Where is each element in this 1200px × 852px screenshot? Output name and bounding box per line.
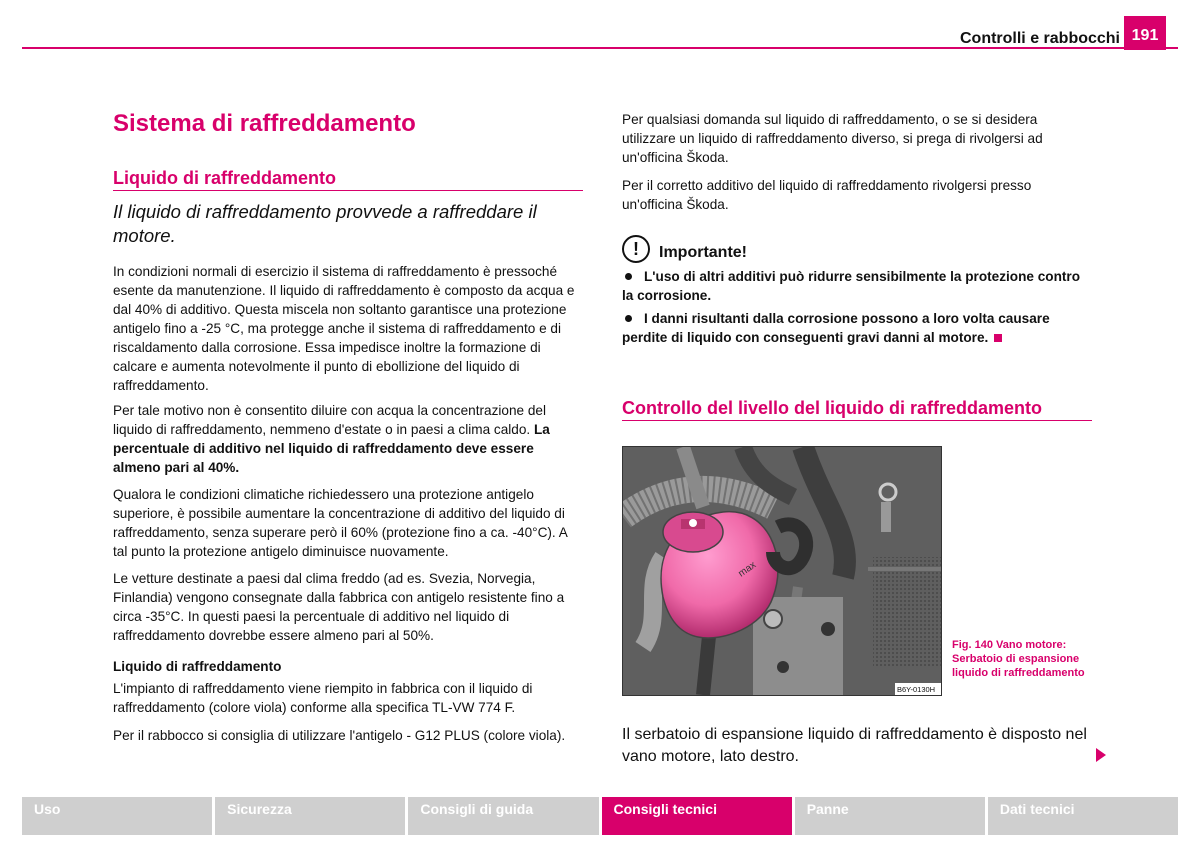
subheading: Controllo del livello del liquido di raffreddamento <box>622 398 1043 418</box>
warning-item <box>622 267 1092 305</box>
paragraph: Per il corretto additivo del liquido di raffreddamento rivolgersi presso un'officina Škoda. <box>622 178 1032 212</box>
paragraph: Per il rabbocco si consiglia di utilizzare l'antigelo - G12 PLUS (colore viola). <box>113 728 566 743</box>
tab-panne[interactable]: Panne <box>795 797 985 835</box>
subheading-rule <box>113 190 583 191</box>
subheading-rule <box>622 420 1092 421</box>
chapter-nav <box>22 797 1178 835</box>
figure-code: B6Y-0130H <box>897 685 936 694</box>
exclamation-icon: ! <box>622 235 650 263</box>
bullet-icon <box>625 315 632 322</box>
max-mark-label: max <box>736 559 759 580</box>
page-number: 191 <box>1124 16 1166 50</box>
warning-item-text: L'uso di altri additivi può ridurre sensibilmente la protezione contro la corrosione. <box>622 269 1081 303</box>
bullet-icon <box>625 273 632 280</box>
paragraph: Le vetture destinate a paesi dal clima freddo (ad es. Svezia, Norvegia, Finlandia) vengono consegnate dalla fabbrica con antigelo resistente fino a circa -35°C. In questi paesi la percentuale di additivo nel liquido di raffreddamento dovrebbe essere almeno pari al 50%. <box>113 571 565 643</box>
paragraph: Qualora le condizioni climatiche richiedessero una protezione antigelo superiore, è possibile aumentare la concentrazione di additivo del liquido di raffreddamento, senza superare però il 60% (protezione fino a ca. -40°C). A tal punto la protezione antigelo diminuisce nuovamente. <box>113 487 568 559</box>
main-heading: Sistema di raffreddamento <box>113 110 416 137</box>
subheading: Liquido di raffreddamento <box>113 168 336 188</box>
subheading-small: Liquido di raffreddamento <box>113 659 282 674</box>
tab-dati-tecnici[interactable]: Dati tecnici <box>988 797 1178 835</box>
warning-item-text: I danni risultanti dalla corrosione possono a loro volta causare perdite di liquido con conseguenti gravi danni al motore. <box>622 311 1050 345</box>
tab-uso[interactable]: Uso <box>22 797 212 835</box>
paragraph: In condizioni normali di esercizio il sistema di raffreddamento è pressoché esente da manutenzione. Il liquido di raffreddamento è composto da acqua e dal 40% di additivo. Questa miscela non soltanto garantisce una protezione antigelo fino a -25 °C, ma protegge anche il sistema di raffreddamento e di riscaldamento dalla corrosione. Essa impedisce inoltre la formazione di calcare e aumenta notevolmente il punto di ebollizione del liquido di raffreddamento. <box>113 264 575 393</box>
tab-sicurezza[interactable]: Sicurezza <box>215 797 405 835</box>
end-mark-icon <box>994 334 1002 342</box>
tab-consigli-di-guida[interactable]: Consigli di guida <box>408 797 598 835</box>
engine-bay-figure <box>622 446 942 696</box>
warning-title: Importante! <box>659 244 747 261</box>
section-title: Controlli e rabbocchi <box>959 30 1120 47</box>
next-page-arrow-icon <box>1096 748 1106 762</box>
paragraph: Per qualsiasi domanda sul liquido di raffreddamento, o se si desidera utilizzare un liquido di raffreddamento diverso, si prega di rivolgersi ad un'officina Škoda. <box>622 112 1043 165</box>
engine-bay-illustration <box>623 447 941 695</box>
tab-consigli-tecnici[interactable]: Consigli tecnici <box>602 797 792 835</box>
header-rule <box>22 47 1178 49</box>
figure-caption: Fig. 140 Vano motore: Serbatoio di espansione liquido di raffreddamento <box>952 639 1085 679</box>
warning-item <box>622 309 1092 347</box>
lead-text: Il liquido di raffreddamento provvede a raffreddare il motore. <box>113 201 537 246</box>
paragraph <box>113 401 583 477</box>
paragraph: L'impianto di raffreddamento viene riempito in fabbrica con il liquido di raffreddamento (colore viola) conforme alla specifica TL-VW 774 F. <box>113 681 533 715</box>
paragraph-text: Per tale motivo non è consentito diluire con acqua la concentrazione del liquido di raffreddamento, nemmeno d'estate o in paesi a clima caldo. <box>113 403 547 437</box>
paragraph: Il serbatoio di espansione liquido di raffreddamento è disposto nel vano motore, lato destro. <box>622 726 1087 765</box>
paragraph-bold-text: La percentuale di additivo nel liquido di raffreddamento deve essere almeno pari al 40%. <box>113 422 550 475</box>
